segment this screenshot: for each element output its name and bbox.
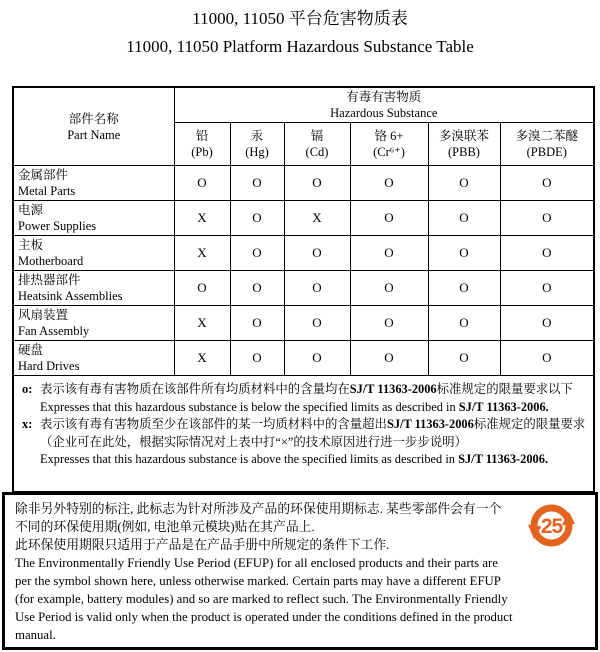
substance-value-cell: O bbox=[428, 306, 500, 341]
efup-line-zh: 不同的环保使用期(例如, 电池单元模块)贴在其产品上. bbox=[15, 520, 315, 534]
substance-column-header bbox=[350, 123, 428, 166]
substance-value-cell: O bbox=[350, 271, 428, 306]
efup-line-en: Use Period is valid only when the product is operated under the conditions defined in the product bbox=[15, 610, 513, 624]
efup-text bbox=[15, 500, 535, 644]
footnote-line bbox=[22, 451, 587, 469]
efup-line-en: manual. bbox=[15, 628, 56, 642]
part-name-header-en: Part Name bbox=[67, 127, 121, 142]
substance-value-cell: O bbox=[428, 271, 500, 306]
group-header-en: Hazardous Substance bbox=[330, 106, 438, 120]
part-name-zh: 电源 bbox=[18, 203, 44, 217]
footnotes bbox=[13, 376, 594, 492]
table-row bbox=[13, 271, 594, 306]
part-name-en: Fan Assembly bbox=[18, 324, 90, 338]
table-row bbox=[13, 306, 594, 341]
substance-value-cell: O bbox=[284, 306, 350, 341]
efup-number: 25 bbox=[540, 515, 563, 538]
substance-value-cell: O bbox=[230, 166, 284, 201]
substance-name-zh: 汞 bbox=[250, 129, 264, 143]
substance-value-cell: X bbox=[174, 306, 230, 341]
part-name-header-zh: 部件名称 bbox=[68, 111, 119, 126]
substance-value-cell: O bbox=[500, 306, 594, 341]
footnote-text: SJ/T 11363-2006. bbox=[458, 452, 549, 466]
substance-value-cell: O bbox=[500, 166, 594, 201]
substance-name-zh: 铬 6+ bbox=[374, 129, 404, 143]
substance-value-cell: O bbox=[350, 236, 428, 271]
part-name-en: Hard Drives bbox=[18, 359, 80, 373]
hazardous-substance-group-header bbox=[174, 87, 594, 123]
substance-value-cell: X bbox=[284, 201, 350, 236]
substance-symbol: (Hg) bbox=[245, 145, 269, 159]
footnote-text: 表示该有毒有害物质至少在该部件的某一均质材料中的含量超出 bbox=[40, 417, 387, 431]
substance-symbol: (Pb) bbox=[191, 145, 213, 159]
substance-symbol: (Cr⁶⁺) bbox=[373, 145, 405, 159]
substance-value-cell: O bbox=[428, 201, 500, 236]
substance-name-zh: 多溴二苯醚 bbox=[515, 129, 579, 143]
table-row bbox=[13, 201, 594, 236]
substance-value-cell: O bbox=[230, 271, 284, 306]
footnote-text: SJ/T 11363-2006 bbox=[386, 417, 474, 431]
substance-value-cell: O bbox=[174, 271, 230, 306]
substance-value-cell: O bbox=[428, 341, 500, 376]
substance-value-cell: O bbox=[500, 236, 594, 271]
substance-column-header bbox=[500, 123, 594, 166]
substance-value-cell: O bbox=[500, 271, 594, 306]
substance-value-cell: X bbox=[174, 236, 230, 271]
substance-value-cell: O bbox=[230, 306, 284, 341]
substance-value-cell: O bbox=[500, 341, 594, 376]
page-title-zh: 11000, 11050 平台危害物质表 bbox=[192, 9, 408, 28]
efup-info-box bbox=[2, 492, 598, 650]
part-name-cell bbox=[13, 166, 174, 201]
part-name-zh: 金属部件 bbox=[18, 168, 69, 182]
footnote-marker: x: bbox=[22, 417, 33, 431]
substance-symbol: (Cd) bbox=[305, 145, 329, 159]
efup-line-zh: 此环保使用期限只适用于产品是在产品手册中所规定的条件下工作. bbox=[15, 538, 390, 552]
part-name-cell bbox=[13, 236, 174, 271]
substance-symbol: (PBB) bbox=[448, 145, 480, 159]
substance-column-header bbox=[428, 123, 500, 166]
footnote-text: SJ/T 11363-2006. bbox=[458, 399, 549, 414]
substance-value-cell: X bbox=[174, 341, 230, 376]
part-name-en: Metal Parts bbox=[18, 184, 76, 198]
group-header-zh: 有毒有害物质 bbox=[346, 90, 422, 104]
substance-value-cell: O bbox=[284, 271, 350, 306]
substance-value-cell: O bbox=[230, 236, 284, 271]
substance-value-cell: O bbox=[174, 166, 230, 201]
part-name-en: Heatsink Assemblies bbox=[18, 289, 123, 303]
part-name-zh: 排热器部件 bbox=[18, 273, 81, 287]
substance-value-cell: O bbox=[350, 341, 428, 376]
page-title-en: 11000, 11050 Platform Hazardous Substance Table bbox=[126, 37, 474, 56]
substance-value-cell: O bbox=[350, 201, 428, 236]
substance-value-cell: O bbox=[350, 166, 428, 201]
substance-name-zh: 多溴联苯 bbox=[438, 129, 489, 143]
footnote-marker: o: bbox=[22, 382, 33, 396]
footnote-line bbox=[22, 416, 587, 434]
part-name-cell bbox=[13, 306, 174, 341]
substance-value-cell: O bbox=[428, 236, 500, 271]
footnote-line bbox=[22, 381, 587, 399]
table-row bbox=[13, 166, 594, 201]
footnote-text: 标准规定的限量要求 bbox=[473, 417, 586, 431]
efup-line-en: per the symbol shown here, unless otherwise marked. Certain parts may have a different EFUP bbox=[15, 574, 501, 588]
substance-value-cell: O bbox=[230, 201, 284, 236]
substance-rows bbox=[13, 166, 594, 376]
footnote-text: 表示该有毒有害物质在该部件所有均质材料中的含量均在 bbox=[40, 382, 350, 396]
substance-column-header bbox=[230, 123, 284, 166]
footnote-text: （企业可在此处，根据实际情况对上表中打“×”的技术原因进行进一步步说明） bbox=[40, 434, 467, 449]
substance-symbol: (PBDE) bbox=[526, 145, 567, 159]
substance-value-cell: O bbox=[284, 166, 350, 201]
part-name-zh: 主板 bbox=[18, 238, 44, 252]
part-name-cell bbox=[13, 201, 174, 236]
efup-line-en: The Environmentally Friendly Use Period (EFUP) for all enclosed products and their parts are bbox=[15, 556, 498, 570]
substance-column-header bbox=[284, 123, 350, 166]
hazardous-substance-table bbox=[12, 86, 595, 493]
efup-25-logo bbox=[528, 502, 575, 549]
part-name-cell bbox=[13, 271, 174, 306]
footnote-line bbox=[22, 434, 587, 452]
part-name-header bbox=[13, 87, 174, 166]
footnote-text: 标准规定的限量要求以下 bbox=[436, 382, 573, 396]
substance-value-cell: O bbox=[284, 236, 350, 271]
part-name-zh: 硬盘 bbox=[18, 343, 44, 357]
substance-name-zh: 铅 bbox=[195, 129, 209, 143]
substance-value-cell: X bbox=[174, 201, 230, 236]
group-header-row bbox=[13, 87, 594, 123]
substance-name-zh: 镉 bbox=[310, 129, 324, 143]
substance-column-header bbox=[174, 123, 230, 166]
part-name-en: Power Supplies bbox=[18, 219, 97, 233]
footnote-text: Expresses that this hazardous substance is below the specified limits as described in bbox=[40, 399, 459, 414]
substance-value-cell: O bbox=[500, 201, 594, 236]
footnote-line bbox=[22, 399, 587, 417]
substance-value-cell: O bbox=[350, 306, 428, 341]
substance-value-cell: O bbox=[428, 166, 500, 201]
table-row bbox=[13, 341, 594, 376]
table-row bbox=[13, 236, 594, 271]
part-name-en: Motherboard bbox=[18, 254, 84, 268]
substance-value-cell: O bbox=[284, 341, 350, 376]
part-name-zh: 风扇装置 bbox=[18, 308, 69, 322]
footnote-text: Expresses that this hazardous substance is above the specified limits as described in bbox=[40, 452, 459, 466]
part-name-cell bbox=[13, 341, 174, 376]
efup-line-zh: 除非另外特别的标注, 此标志为针对所涉及产品的环保使用期标志. 某些零部件会有一个 bbox=[15, 502, 502, 516]
efup-line-en: (for example, battery modules) and so are marked to reflect such. The Environmentally Friendly bbox=[15, 592, 508, 606]
footnote-row bbox=[13, 376, 594, 492]
footnote-text: SJ/T 11363-2006 bbox=[349, 382, 437, 396]
substance-value-cell: O bbox=[230, 341, 284, 376]
